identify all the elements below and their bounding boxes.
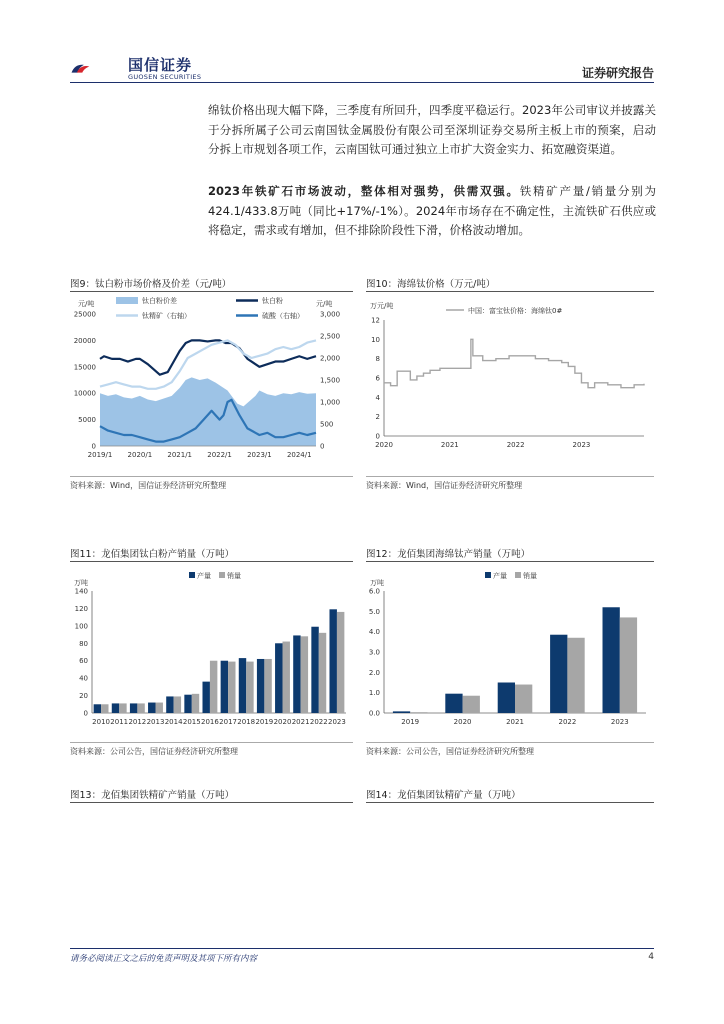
fig12-title: 图12：龙佰集团海绵钛产销量（万吨） bbox=[366, 549, 531, 560]
fig9-ytick-left: 20000 bbox=[73, 336, 96, 345]
fig11-xtick: 2015 bbox=[182, 718, 201, 726]
fig11-bar-production bbox=[94, 704, 101, 713]
fig12-legend-label-0: 产量 bbox=[493, 572, 507, 580]
fig11-bar-sales bbox=[319, 633, 326, 713]
fig9-ytick-right: 1,000 bbox=[320, 398, 341, 407]
fig11-bar-sales bbox=[210, 661, 217, 713]
fig9-ytick-right: 2,500 bbox=[320, 332, 341, 341]
fig11-bar-production bbox=[166, 696, 173, 713]
fig10-series-sponge-ti-price bbox=[384, 339, 644, 387]
fig11-legend-label-1: 销量 bbox=[227, 572, 241, 580]
footer-disclaimer: 请务必阅读正文之后的免责声明及其项下所有内容 bbox=[70, 954, 258, 964]
fig11-bar-production bbox=[202, 682, 209, 713]
fig11-legend-label-0: 产量 bbox=[197, 572, 211, 580]
fig12-chart bbox=[366, 563, 654, 735]
fig10-xtick: 2020 bbox=[375, 441, 393, 449]
fig11-source: 资料来源：公司公告，国信证券经济研究所整理 bbox=[70, 747, 238, 756]
fig11-bar-sales bbox=[101, 704, 108, 713]
fig9-chart bbox=[70, 292, 353, 470]
fig12-bar-sales bbox=[410, 712, 427, 713]
fig10-source: 资料来源：Wind，国信证券经济研究所整理 bbox=[366, 481, 523, 490]
fig9-bottom-rule bbox=[70, 476, 353, 477]
fig12-ytick: 4.0 bbox=[368, 628, 380, 637]
fig11-ytick: 100 bbox=[74, 622, 88, 631]
fig11-ytick: 40 bbox=[79, 674, 88, 683]
fig11-xtick: 2018 bbox=[237, 718, 256, 726]
fig11-ytick: 140 bbox=[74, 587, 88, 596]
fig11-xtick: 2021 bbox=[291, 718, 310, 726]
fig9-xtick: 2021/1 bbox=[167, 451, 193, 459]
fig11-ytick: 20 bbox=[79, 692, 88, 701]
paragraph-2-rest: 铁精矿产量/销量分别为424.1/433.8万吨（同比+17%/-1%）。2024年市场存在不确定性，主流铁矿石供应或将稳定，需求或有增加，但不排除阶段性下滑，价格波动增加。 bbox=[208, 184, 657, 237]
fig12-ylabel: 万吨 bbox=[370, 579, 384, 587]
fig12-ytick: 3.0 bbox=[368, 648, 380, 657]
fig10-xtick: 2022 bbox=[506, 441, 525, 449]
fig11-xtick: 2017 bbox=[219, 718, 237, 726]
fig12-legend-label-1: 销量 bbox=[523, 572, 537, 580]
fig11-bar-production bbox=[148, 703, 155, 713]
fig11-bar-sales bbox=[264, 659, 271, 713]
fig9-legend-label-3: 硫酸（右轴） bbox=[262, 312, 304, 320]
fig11-chart bbox=[70, 563, 353, 735]
guosen-logo-icon bbox=[70, 50, 124, 86]
fig14-top-rule bbox=[366, 802, 654, 803]
fig11-bar-production bbox=[293, 635, 300, 713]
fig9-xtick: 2024/1 bbox=[286, 451, 312, 459]
fig12-xtick: 2019 bbox=[401, 718, 420, 726]
fig12-top-rule bbox=[366, 561, 654, 562]
fig11-bar-production bbox=[130, 703, 137, 713]
fig10-xtick: 2023 bbox=[572, 441, 591, 449]
fig11-bar-sales bbox=[337, 612, 344, 713]
fig11-bar-sales bbox=[156, 703, 163, 713]
fig9-ytick-right: 2,000 bbox=[320, 354, 341, 363]
fig12-bar-sales bbox=[515, 685, 532, 713]
fig12-ytick: 2.0 bbox=[368, 668, 380, 677]
fig9-source: 资料来源：Wind，国信证券经济研究所整理 bbox=[70, 481, 227, 490]
fig11-bar-production bbox=[329, 609, 336, 713]
fig11-ytick: 120 bbox=[74, 604, 88, 613]
report-type-label: 证券研究报告 bbox=[581, 66, 654, 80]
fig9-ytick-right: 0 bbox=[320, 442, 325, 451]
fig10-chart bbox=[366, 292, 654, 470]
fig9-ylabel-right: 元/吨 bbox=[316, 300, 333, 308]
fig10-ytick: 12 bbox=[371, 316, 380, 325]
fig12-bar-production bbox=[393, 711, 410, 713]
fig11-xtick: 2010 bbox=[92, 718, 110, 726]
fig12-ytick: 1.0 bbox=[368, 689, 380, 698]
fig11-bar-sales bbox=[246, 662, 253, 713]
body-paragraph-1: 绵钛价格出现大幅下降，三季度有所回升，四季度平稳运行。2023年公司审议并披露关于分拆所属子公司云南国钛金属股份有限公司至深圳证券交易所主板上市的预案，启动分拆上市规划各项工作，云南国钛可通过独立上市扩大资金实力、拓宽融资渠道。 bbox=[208, 103, 656, 156]
fig12-xtick: 2022 bbox=[558, 718, 577, 726]
fig11-xtick: 2016 bbox=[201, 718, 219, 726]
fig11-xtick: 2012 bbox=[128, 718, 147, 726]
fig11-legend-swatch-1 bbox=[219, 572, 225, 578]
fig11-bar-production bbox=[112, 703, 119, 713]
fig11-xtick: 2011 bbox=[110, 718, 129, 726]
fig11-bar-production bbox=[311, 627, 318, 713]
fig9-xtick: 2020/1 bbox=[127, 451, 153, 459]
fig12-xtick: 2021 bbox=[506, 718, 524, 726]
fig10-ytick: 0 bbox=[375, 432, 380, 441]
fig9-ytick-left: 10000 bbox=[73, 389, 96, 398]
header-divider bbox=[70, 82, 654, 83]
fig11-xtick: 2022 bbox=[309, 718, 328, 726]
fig12-xtick: 2023 bbox=[610, 718, 629, 726]
fig12-bar-production bbox=[498, 683, 515, 714]
fig9-ytick-left: 25000 bbox=[73, 310, 96, 319]
fig12-legend-swatch-1 bbox=[515, 572, 521, 578]
fig11-xtick: 2023 bbox=[328, 718, 346, 726]
fig9-ytick-right: 500 bbox=[320, 420, 334, 429]
fig10-ytick: 6 bbox=[375, 374, 380, 383]
fig10-ytick: 4 bbox=[375, 393, 380, 402]
fig9-ytick-left: 0 bbox=[91, 442, 96, 451]
fig11-bar-sales bbox=[228, 662, 235, 713]
fig9-ytick-left: 5000 bbox=[78, 416, 96, 425]
fig12-xtick: 2020 bbox=[453, 718, 472, 726]
fig11-ytick: 80 bbox=[79, 639, 88, 648]
fig11-xtick: 2013 bbox=[146, 718, 165, 726]
fig11-bar-sales bbox=[283, 642, 290, 713]
fig9-legend-label-1: 钛白粉 bbox=[262, 297, 283, 305]
footer-divider bbox=[70, 948, 654, 949]
fig11-xtick: 2019 bbox=[255, 718, 274, 726]
fig12-ytick: 6.0 bbox=[368, 587, 380, 596]
fig11-xtick: 2014 bbox=[164, 718, 183, 726]
fig11-ytick: 0 bbox=[83, 709, 88, 718]
fig11-bar-sales bbox=[192, 694, 199, 713]
fig9-xtick: 2023/1 bbox=[247, 451, 272, 459]
fig11-ylabel: 万吨 bbox=[74, 579, 88, 587]
fig14-title: 图14：龙佰集团钛精矿产量（万吨） bbox=[366, 790, 521, 801]
fig10-legend-label: 中国：富宝钛价格：海绵钛0# bbox=[468, 307, 563, 315]
fig11-bar-sales bbox=[137, 703, 144, 713]
fig12-source: 资料来源：公司公告，国信证券经济研究所整理 bbox=[366, 747, 534, 756]
fig11-ytick: 60 bbox=[79, 657, 88, 666]
fig13-top-rule bbox=[70, 802, 353, 803]
fig10-ytick: 8 bbox=[375, 355, 380, 364]
fig10-ytick: 2 bbox=[375, 413, 380, 422]
fig9-legend-label-0: 钛白粉价差 bbox=[142, 297, 177, 305]
fig10-title: 图10：海绵钛价格（万元/吨） bbox=[366, 279, 496, 290]
fig12-bar-production bbox=[603, 607, 620, 713]
fig12-bar-sales bbox=[463, 696, 480, 713]
fig13-title: 图13：龙佰集团铁精矿产销量（万吨） bbox=[70, 790, 235, 801]
fig12-bar-production bbox=[445, 694, 462, 713]
body-paragraph-2 bbox=[208, 182, 656, 241]
fig11-title: 图11：龙佰集团钛白粉产销量（万吨） bbox=[70, 549, 235, 560]
fig9-ytick-right: 1,500 bbox=[320, 376, 341, 385]
fig11-xtick: 2020 bbox=[273, 718, 292, 726]
fig12-ytick: 5.0 bbox=[368, 607, 380, 616]
fig9-legend-label-2: 钛精矿（右轴） bbox=[142, 312, 191, 320]
fig11-bar-sales bbox=[301, 636, 308, 713]
fig9-ytick-left: 15000 bbox=[73, 363, 96, 372]
paragraph-2-lead: 2023年铁矿石市场波动，整体相对强势，供需双强。 bbox=[208, 184, 520, 198]
fig9-xtick: 2022/1 bbox=[207, 451, 232, 459]
fig11-bar-production bbox=[275, 643, 282, 713]
fig11-bar-sales bbox=[119, 703, 126, 713]
fig12-bottom-rule bbox=[366, 742, 654, 743]
fig11-bar-sales bbox=[174, 696, 181, 713]
fig12-legend-swatch-0 bbox=[485, 572, 491, 578]
fig9-legend-swatch-0 bbox=[116, 297, 138, 304]
logo-chinese-name: 国信证券 bbox=[128, 56, 193, 74]
fig11-bar-production bbox=[221, 661, 228, 713]
fig11-bar-production bbox=[239, 658, 246, 713]
fig11-legend-swatch-0 bbox=[189, 572, 195, 578]
logo-english-name: GUOSEN SECURITIES bbox=[128, 73, 202, 81]
fig11-bar-production bbox=[184, 695, 191, 713]
fig12-bar-sales bbox=[620, 617, 637, 713]
fig10-ylabel: 万元/吨 bbox=[370, 302, 394, 310]
fig11-bottom-rule bbox=[70, 742, 353, 743]
fig11-top-rule bbox=[70, 561, 353, 562]
fig9-title: 图9：钛白粉市场价格及价差（元/吨） bbox=[70, 279, 232, 290]
fig12-bar-production bbox=[550, 635, 567, 713]
fig9-xtick: 2019/1 bbox=[87, 451, 113, 459]
fig12-ytick: 0.0 bbox=[368, 709, 380, 718]
fig10-ytick: 10 bbox=[371, 335, 380, 344]
page-number: 4 bbox=[648, 952, 654, 962]
fig10-bottom-rule bbox=[366, 476, 654, 477]
fig9-ytick-right: 3,000 bbox=[320, 310, 341, 319]
fig9-ylabel-left: 元/吨 bbox=[78, 300, 95, 308]
fig10-xtick: 2021 bbox=[440, 441, 459, 449]
fig11-bar-production bbox=[257, 659, 264, 713]
fig12-bar-sales bbox=[567, 638, 584, 713]
